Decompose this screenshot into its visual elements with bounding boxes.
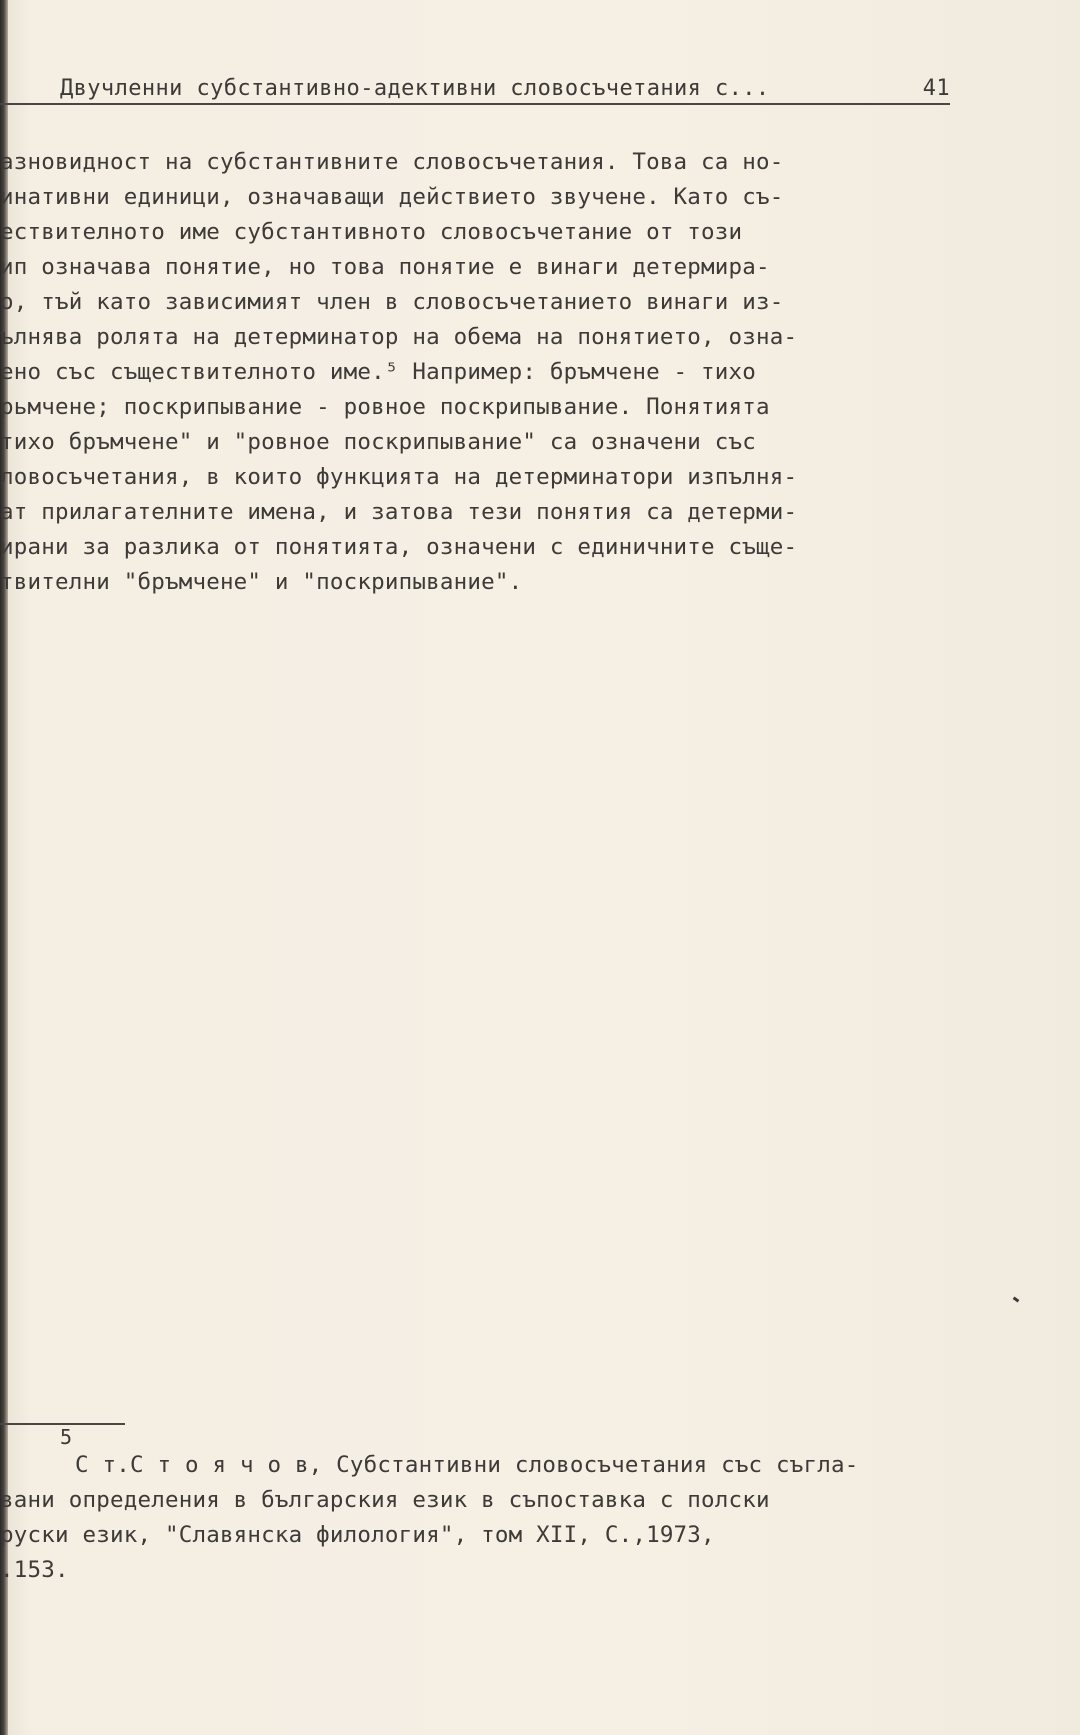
text-line: ловосъчетания, в които функцията на детерминатори изпълня- bbox=[0, 464, 798, 490]
footnote-mark: 5 bbox=[60, 1425, 73, 1449]
text-line: ено със съществителното име.⁵ Например: бръмчене - тихо bbox=[0, 359, 757, 385]
text-line: тихо бръмчене" и "ровное поскрипывание" са означени със bbox=[0, 429, 757, 455]
footnote-line: вани определения в българския език в съпоставка с полски bbox=[0, 1487, 770, 1513]
text-line: ат прилагателните имена, и затова тези понятия са детерми- bbox=[0, 499, 798, 525]
text-line: о, тъй като зависимият член в словосъчетанието винаги из- bbox=[0, 289, 784, 315]
text-line: рьмчене; поскрипывание - ровное поскрипывание. Понятията bbox=[0, 394, 770, 420]
page-number: 41 bbox=[922, 76, 950, 101]
footnote-line: .153. bbox=[0, 1557, 69, 1583]
text-line: азновидност на субстантивните словосъчетания. Това са но- bbox=[0, 149, 784, 175]
running-header bbox=[60, 76, 950, 106]
body-paragraph bbox=[0, 145, 1000, 600]
text-line: твителни "бръмчене" и "поскрипывание". bbox=[0, 569, 523, 595]
scan-speck bbox=[1013, 1297, 1020, 1303]
text-line: ълнява ролята на детерминатор на обема на понятието, озна- bbox=[0, 324, 798, 350]
footnote-line: С т.С т о я ч о в, Субстантивни словосъчетания със съгла- bbox=[75, 1452, 859, 1478]
text-line: ип означава понятие, но това понятие е винаги детермира- bbox=[0, 254, 770, 280]
header-rule bbox=[0, 103, 950, 105]
text-line: инативни единици, означаващи действието звучене. Като съ- bbox=[0, 184, 784, 210]
footnote bbox=[0, 1425, 1000, 1588]
text-line: ествителното име субстантивното словосъчетание от този bbox=[0, 219, 743, 245]
text-line: ирани за разлика от понятията, означени с единичните съще- bbox=[0, 534, 798, 560]
footnote-line: руски език, "Славянска филология", том XII, С.,1973, bbox=[0, 1522, 715, 1548]
running-title: Двучленни субстантивно-адективни словосъчетания с... bbox=[60, 76, 770, 101]
